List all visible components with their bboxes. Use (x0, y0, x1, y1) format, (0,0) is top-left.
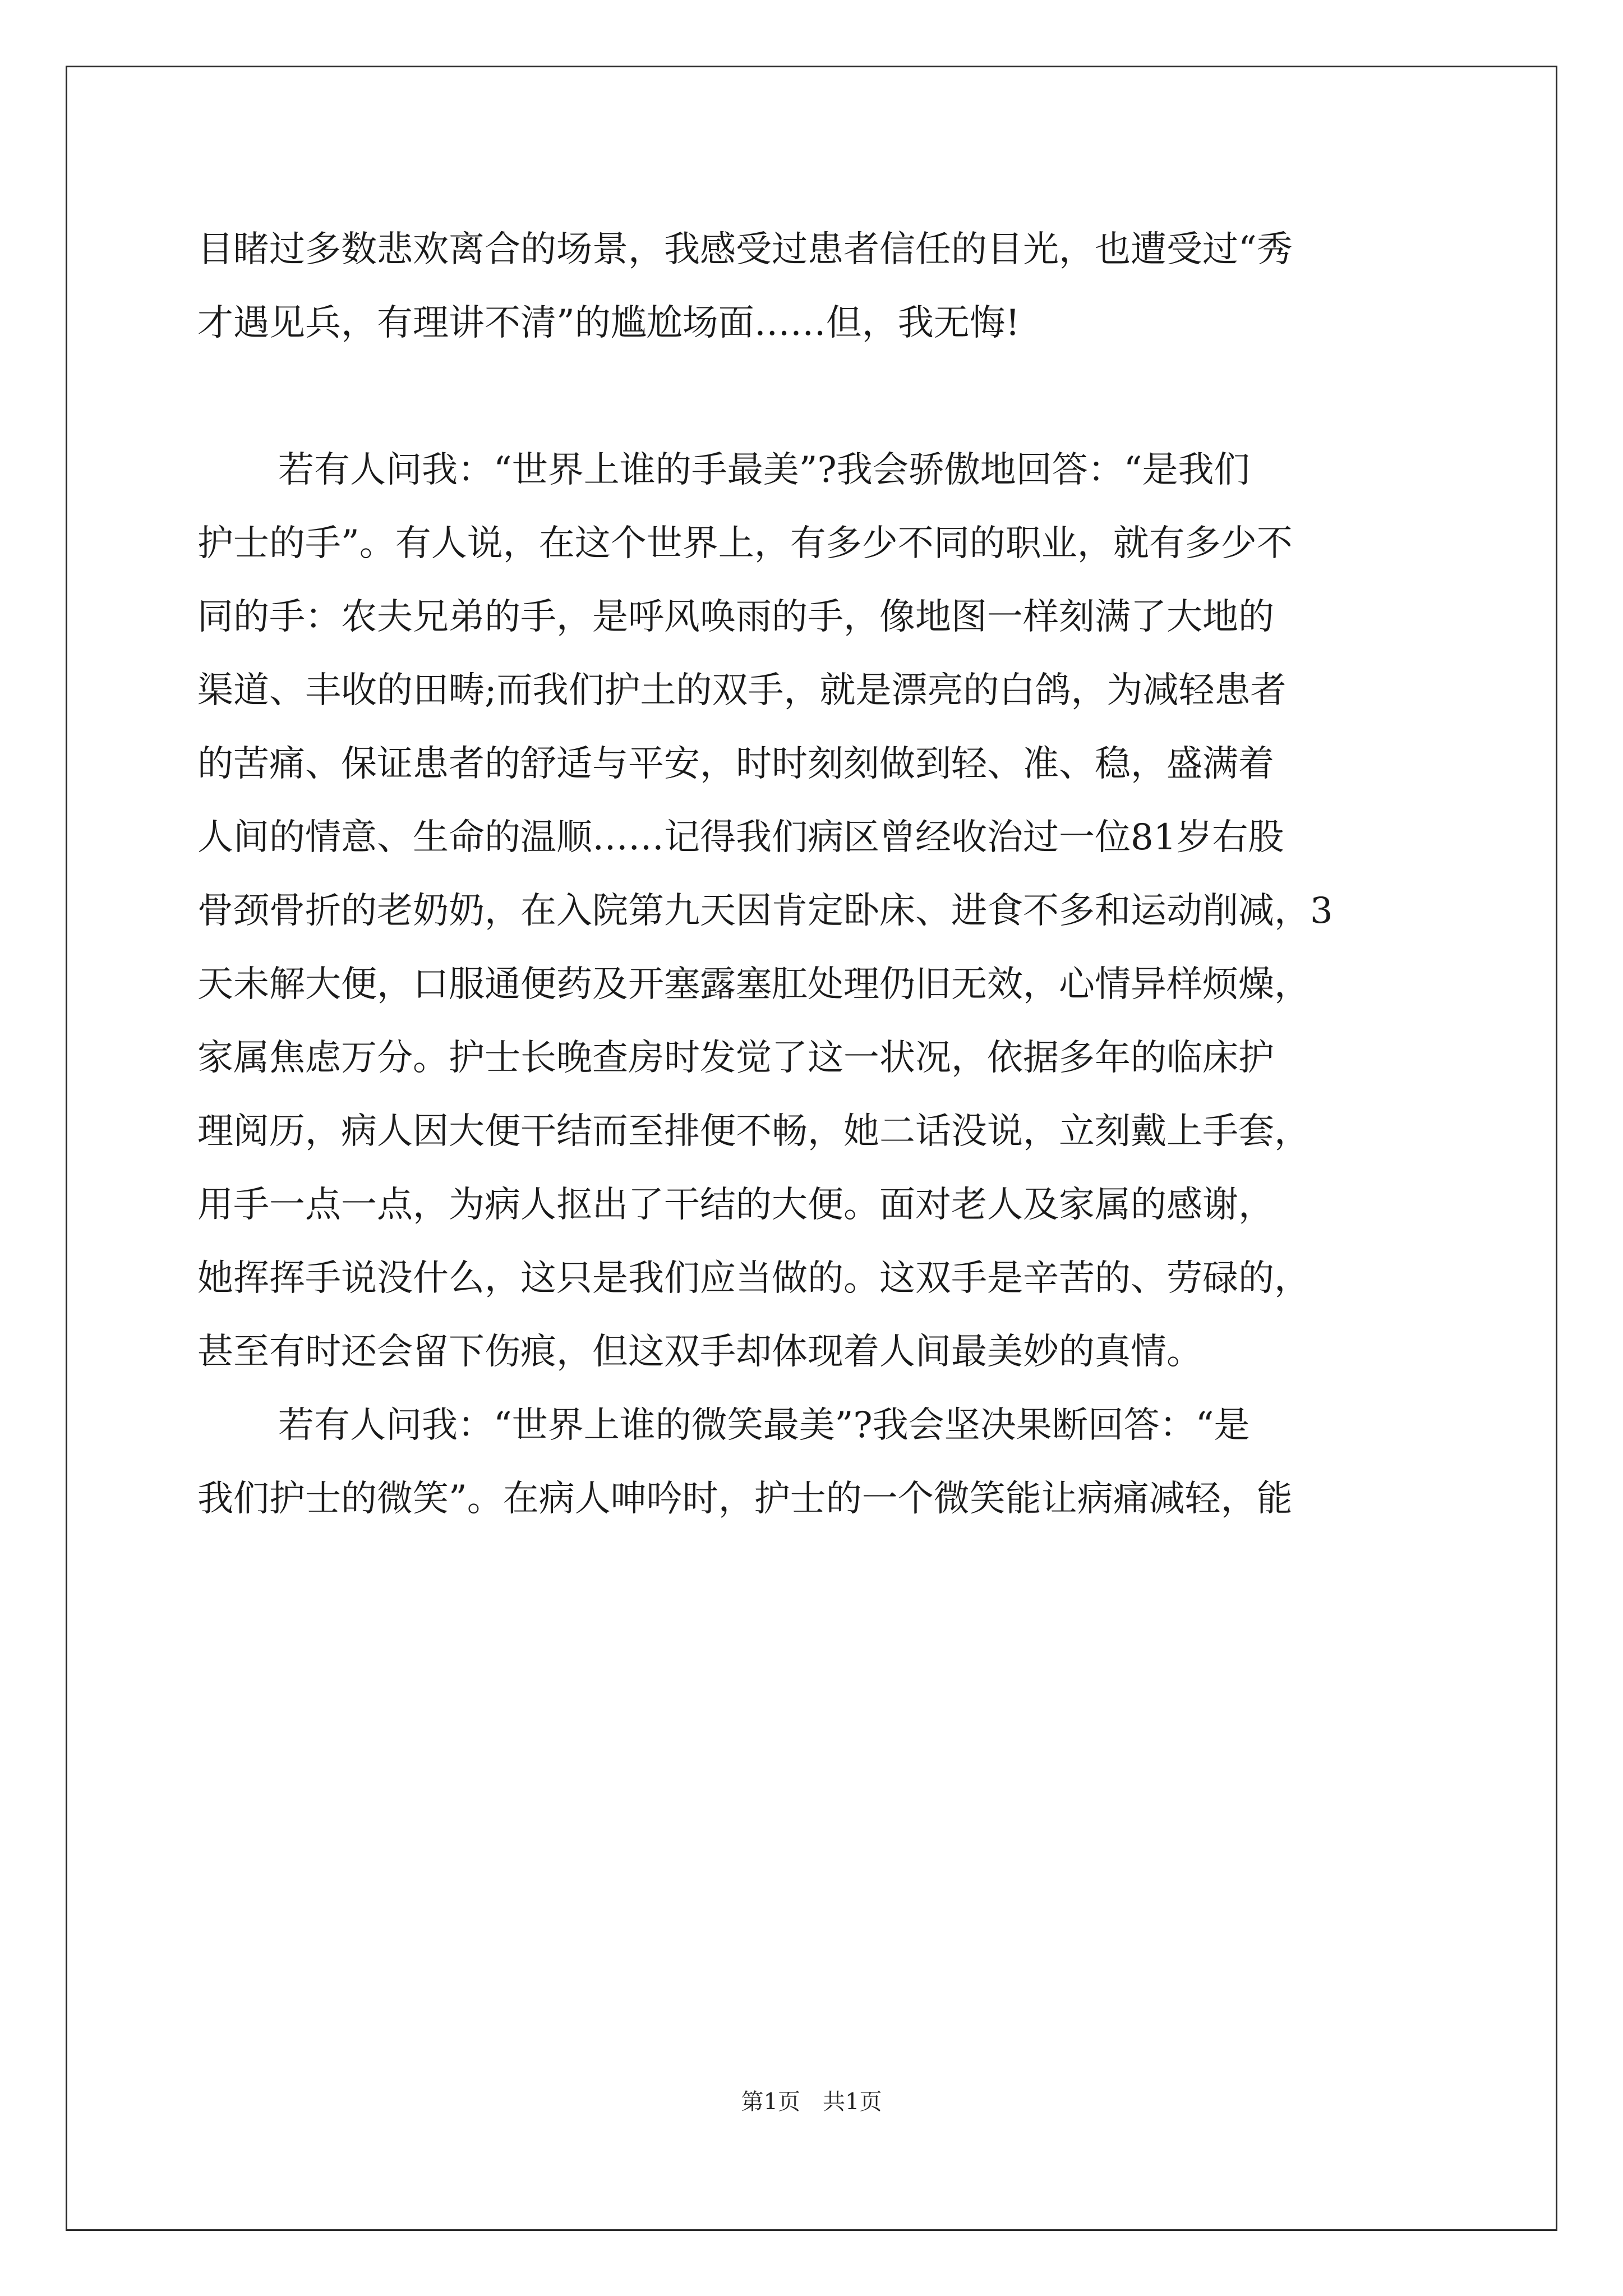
page-number: 第1页 共1页 (741, 2089, 882, 2115)
paragraph-line: 渠道、丰收的田畴;而我们护土的双手，就是漂亮的白鸽，为减轻患者 (197, 670, 1287, 711)
paragraph-line: 理阅历，病人因大便干结而至排便不畅，她二话没说，立刻戴上手套， (197, 1111, 1310, 1152)
paragraph-line: 若有人问我：“世界上谁的微笑最美”?我会坚决果断回答：“是 (278, 1405, 1250, 1446)
paragraph-line: 同的手：农夫兄弟的手，是呼风唤雨的手，像地图一样刻满了大地的 (197, 596, 1274, 638)
paragraph-line: 家属焦虑万分。护士长晚查房时发觉了这一状况，依据多年的临床护 (197, 1037, 1274, 1079)
paragraph-line: 甚至有时还会留下伤痕，但这双手却体现着人间最美妙的真情。 (197, 1331, 1202, 1373)
paragraph-line: 的苦痛、保证患者的舒适与平安，时时刻刻做到轻、准、稳，盛满着 (197, 743, 1274, 785)
paragraph-line: 若有人问我：“世界上谁的手最美”?我会骄傲地回答：“是我们 (278, 449, 1250, 491)
paragraph-line: 用手一点一点，为病人抠出了干结的大便。面对老人及家属的感谢， (197, 1184, 1274, 1226)
paragraph-line: 骨颈骨折的老奶奶，在入院第九天因肯定卧床、进食不多和运动削减，3 (197, 890, 1333, 932)
paragraph-line: 目睹过多数悲欢离合的场景，我感受过患者信任的目光，也遭受过“秀 (197, 229, 1293, 270)
paragraph-line: 天未解大便，口服通便药及开塞露塞肛处理仍旧无效，心情异样烦燥， (197, 964, 1310, 1005)
paragraph-line: 才遇见兵，有理讲不清”的尴尬场面……但，我无悔! (197, 302, 1020, 344)
paragraph-line: 人间的情意、生命的温顺……记得我们病区曾经收治过一位81岁右股 (197, 817, 1284, 858)
paragraph-line: 我们护士的微笑”。在病人呻吟时，护士的一个微笑能让病痛减轻，能 (197, 1478, 1293, 1520)
paragraph-line: 她挥挥手说没什么，这只是我们应当做的。这双手是辛苦的、劳碌的， (197, 1258, 1310, 1299)
page-footer (0, 2088, 1623, 2116)
paragraph-line: 护士的手”。有人说，在这个世界上，有多少不同的职业，就有多少不 (197, 523, 1293, 564)
